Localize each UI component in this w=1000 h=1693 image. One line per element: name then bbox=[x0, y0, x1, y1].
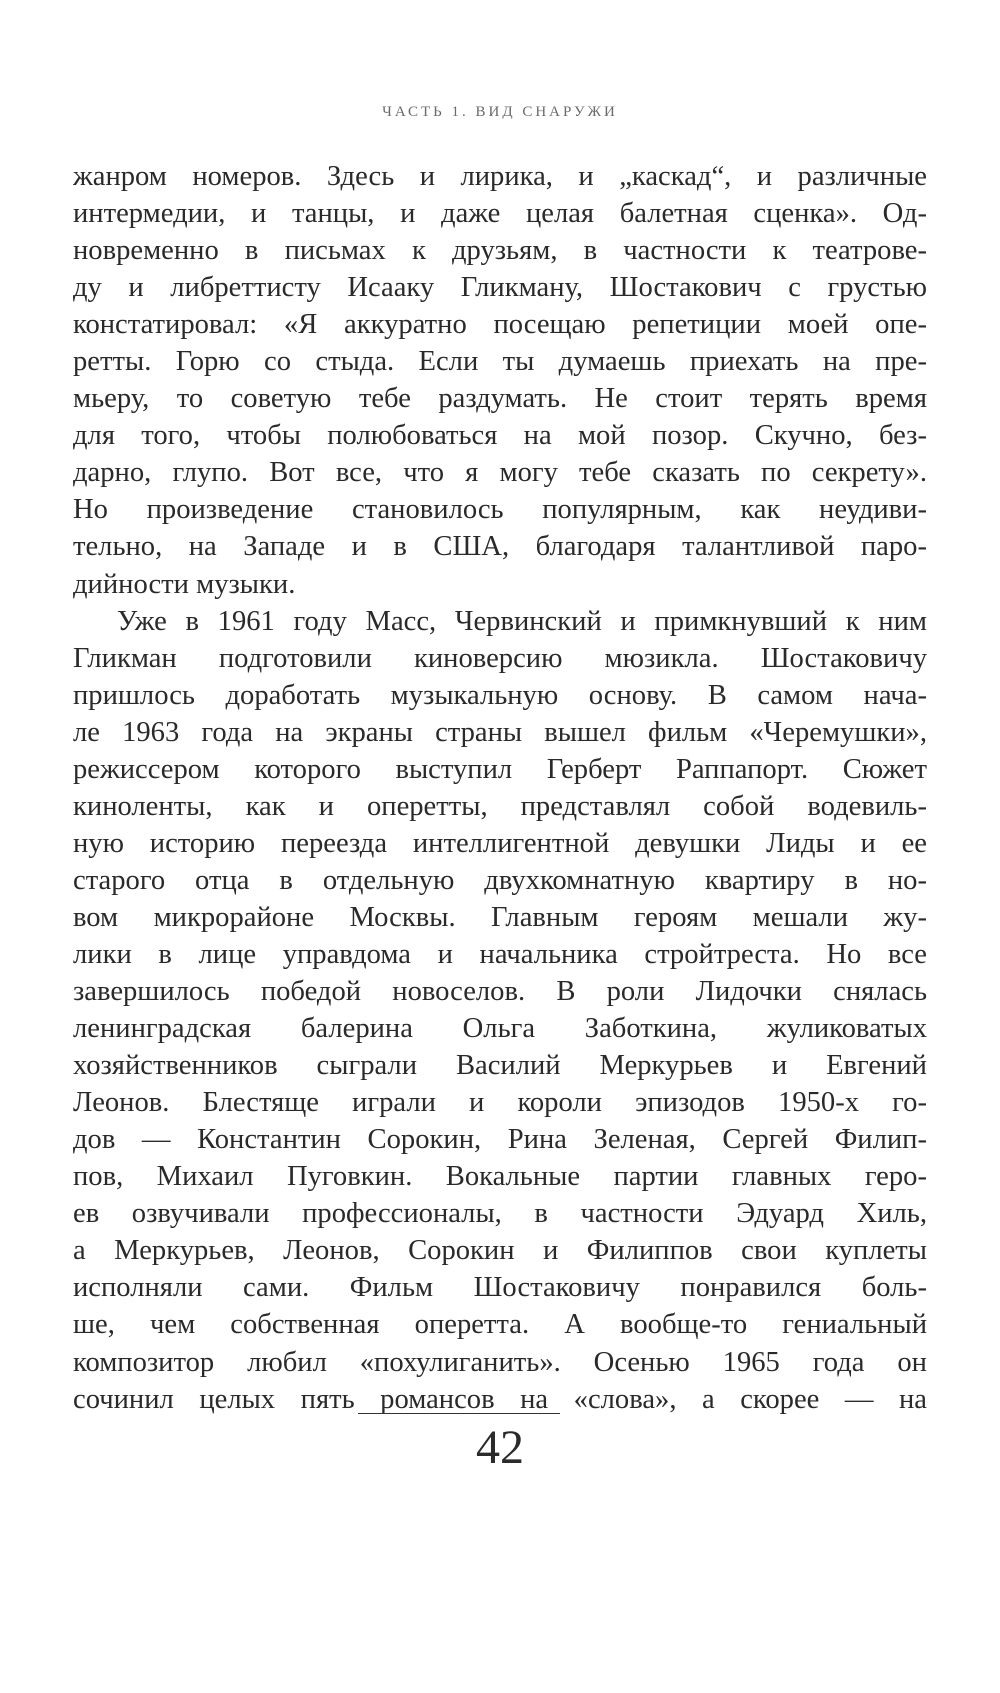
text-line: мьеру, то советую тебе раздумать. Не стоит терять время bbox=[73, 383, 927, 415]
running-header: ЧАСТЬ 1. ВИД СНАРУЖИ bbox=[382, 104, 618, 120]
text-line: ду и либреттисту Исааку Гликману, Шостакович с грустью bbox=[73, 272, 927, 304]
paragraph-start-line: Уже в 1961 году Масс, Червинский и примкнувший к ним bbox=[117, 605, 927, 637]
text-line: Но произведение становилось популярным, как неудиви- bbox=[73, 494, 927, 526]
text-line: дарно, глупо. Вот все, что я могу тебе сказать по секрету». bbox=[73, 457, 927, 489]
text-line: ев озвучивали профессионалы, в частности Эдуард Хиль, bbox=[73, 1198, 927, 1230]
text-line: новременно в письмах к друзьям, в частности к театрове- bbox=[73, 235, 927, 267]
text-line: пов, Михаил Пуговкин. Вокальные партии главных геро- bbox=[73, 1161, 927, 1193]
text-line: завершилось победой новоселов. В роли Лидочки снялась bbox=[73, 976, 927, 1008]
text-line: режиссером которого выступил Герберт Раппапорт. Сюжет bbox=[73, 753, 927, 785]
text-line: тельно, на Западе и в США, благодаря талантливой паро- bbox=[73, 531, 927, 563]
text-line: ретты. Горю со стыда. Если ты думаешь приехать на пре- bbox=[73, 346, 927, 378]
text-line: исполняли сами. Фильм Шостаковичу понравился боль- bbox=[73, 1272, 927, 1304]
text-line: киноленты, как и оперетты, представлял собой водевиль- bbox=[73, 790, 927, 822]
text-line: констатировал: «Я аккуратно посещаю репетиции моей опе- bbox=[73, 309, 927, 341]
text-line: интермедии, и танцы, и даже целая балетная сценка». Од- bbox=[73, 198, 927, 230]
text-line: Леонов. Блестяще играли и короли эпизодов 1950-х го- bbox=[73, 1087, 927, 1119]
page-number: 42 bbox=[476, 1421, 524, 1474]
text-line: а Меркурьев, Леонов, Сорокин и Филиппов свои куплеты bbox=[73, 1235, 927, 1267]
text-line: вом микрорайоне Москвы. Главным героям мешали жу- bbox=[73, 901, 927, 933]
text-line: жанром номеров. Здесь и лирика, и „каскад“, и различные bbox=[73, 161, 927, 192]
paragraph-end-line: дийности музыки. bbox=[73, 568, 296, 600]
text-line: ную историю переезда интеллигентной девушки Лиды и ее bbox=[73, 827, 927, 859]
text-line: ленинградская балерина Ольга Заботкина, жуликоватых bbox=[73, 1013, 927, 1045]
text-line: пришлось доработать музыкальную основу. В самом нача- bbox=[73, 679, 927, 711]
text-line: лики в лице управдома и начальника стройтреста. Но все bbox=[73, 938, 927, 970]
body-text bbox=[73, 158, 927, 1418]
text-line: хозяйственников сыграли Василий Меркурьев и Евгений bbox=[73, 1050, 927, 1082]
text-line: старого отца в отдельную двухкомнатную квартиру в но- bbox=[73, 864, 927, 896]
text-line: Гликман подготовили киноверсию мюзикла. Шостаковичу bbox=[73, 642, 927, 674]
text-line: сочинил целых пять романсов на «слова», а скорее — на bbox=[73, 1383, 927, 1415]
text-line: ше, чем собственная оперетта. А вообще-то гениальный bbox=[73, 1309, 927, 1341]
text-line: композитор любил «похулиганить». Осенью 1965 года он bbox=[73, 1346, 927, 1378]
text-line: ле 1963 года на экраны страны вышел фильм «Черемушки», bbox=[73, 716, 927, 748]
text-line: для того, чтобы полюбоваться на мой позор. Скучно, без- bbox=[73, 420, 927, 452]
text-line: дов — Константин Сорокин, Рина Зеленая, Сергей Филип- bbox=[73, 1124, 927, 1156]
folio-divider bbox=[358, 1413, 560, 1414]
